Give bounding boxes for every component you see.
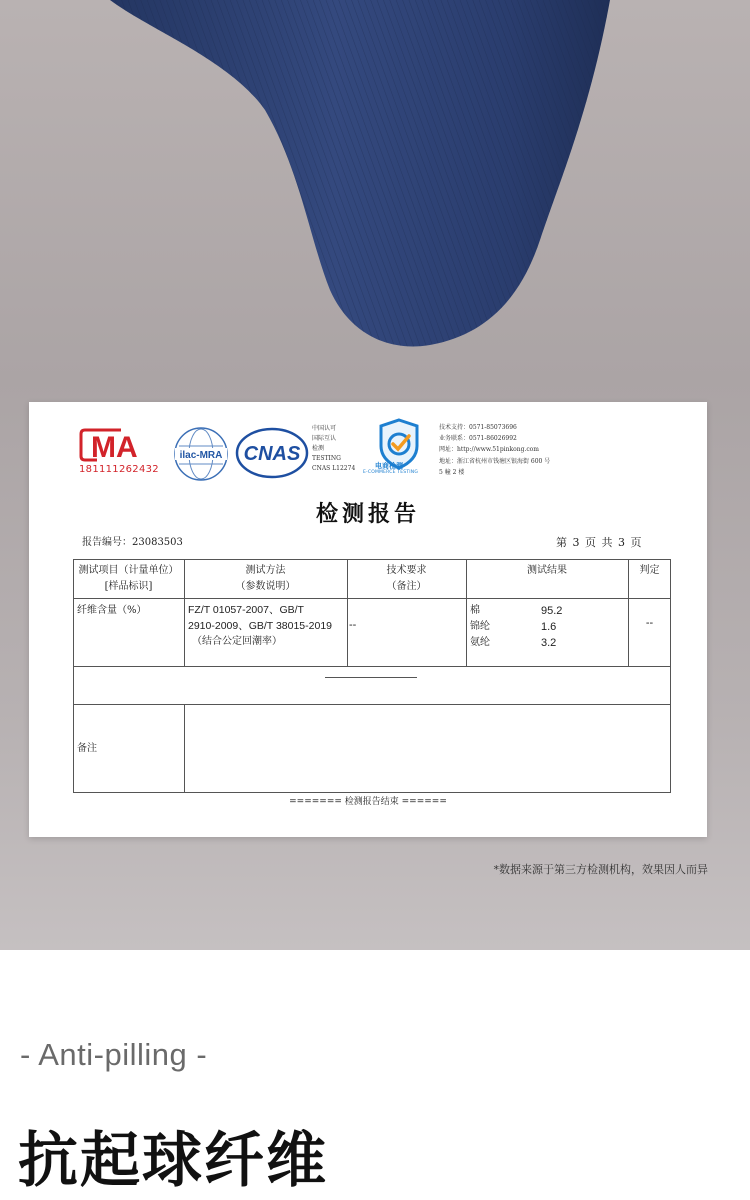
- row-method-line: 2910-2009、GB/T 38015-2019: [188, 620, 332, 632]
- cert-line: 中国认可: [312, 425, 337, 432]
- remarks-label: 备注: [77, 743, 97, 754]
- header-requirement: [347, 563, 466, 595]
- row-method-line: （结合公定回潮率）: [192, 636, 282, 647]
- logo-row: [29, 402, 707, 497]
- result-name: 氨纶: [470, 637, 490, 648]
- row-result-names: [470, 603, 530, 651]
- header-item-line: 测试项目（计量单位）: [78, 565, 179, 576]
- header-requirement-line: （备注）: [386, 581, 427, 592]
- result-value: 3.2: [541, 637, 557, 649]
- row-item: 纤维含量（%）: [77, 605, 147, 616]
- cert-line: CNAS L12274: [312, 465, 356, 472]
- report-number: 报告编号：23083503: [82, 537, 183, 548]
- contact-line: 技术支持：0571-85073696: [439, 424, 517, 431]
- report-title: 检测报告: [315, 501, 420, 527]
- header-result: 测试结果: [527, 565, 567, 576]
- row-method: [188, 602, 348, 650]
- cma-number: 181111262432: [79, 464, 159, 475]
- result-name: 棉: [470, 605, 480, 616]
- row-result-values: [541, 603, 601, 651]
- cert-line: 国际互认: [312, 435, 337, 442]
- svg-text:MA: MA: [91, 431, 138, 464]
- ilac-mra-logo-icon: [173, 426, 229, 482]
- svg-text:ilac-MRA: ilac-MRA: [179, 450, 223, 461]
- section-chinese-title: 抗起球纤维: [18, 1126, 328, 1196]
- result-name: 锦纶: [470, 621, 490, 632]
- shield-sub-label: E-COMMERCE TESTING: [363, 470, 419, 475]
- contact-line: 地址：浙江省杭州市钱塘区银海街 600 号: [439, 457, 551, 465]
- sock-image: [0, 0, 750, 360]
- contact-line: 业务联系：0571-86026992: [439, 435, 517, 443]
- report-end-line: ======= 检测报告结束 ======: [289, 797, 447, 807]
- result-value: 95.2: [541, 605, 563, 617]
- header-item-line: [样品标识]: [104, 581, 153, 592]
- cert-line: 检测: [312, 445, 325, 452]
- contact-line: 网址：http://www.51pinkong.com: [439, 446, 539, 454]
- section-english-title: - Anti-pilling -: [20, 1037, 208, 1072]
- contact-info: [439, 422, 550, 478]
- svg-text:CNAS: CNAS: [243, 443, 301, 465]
- header-item: [73, 563, 184, 595]
- header-requirement-line: 技术要求: [386, 565, 427, 576]
- row-verdict: --: [645, 617, 654, 629]
- test-report-document: [29, 402, 707, 837]
- shield-label: 电商检测: [375, 462, 403, 470]
- result-value: 1.6: [541, 621, 557, 633]
- cnas-logo-icon: [235, 426, 309, 480]
- row-method-line: FZ/T 01057-2007、GB/T: [188, 604, 304, 616]
- header-method-line: （参数说明）: [235, 581, 296, 592]
- header-method: [184, 563, 347, 595]
- disclaimer-text: *数据来源于第三方检测机构，效果因人而异: [493, 863, 708, 876]
- row-requirement: --: [349, 619, 357, 631]
- page-number: 第 3 页 共 3 页: [556, 536, 643, 549]
- header-verdict: 判定: [639, 565, 660, 576]
- cert-text-block: [312, 424, 355, 474]
- header-method-line: 测试方法: [245, 565, 286, 576]
- cert-line: TESTING: [312, 455, 341, 462]
- contact-line: 5 幢 2 楼: [439, 468, 465, 476]
